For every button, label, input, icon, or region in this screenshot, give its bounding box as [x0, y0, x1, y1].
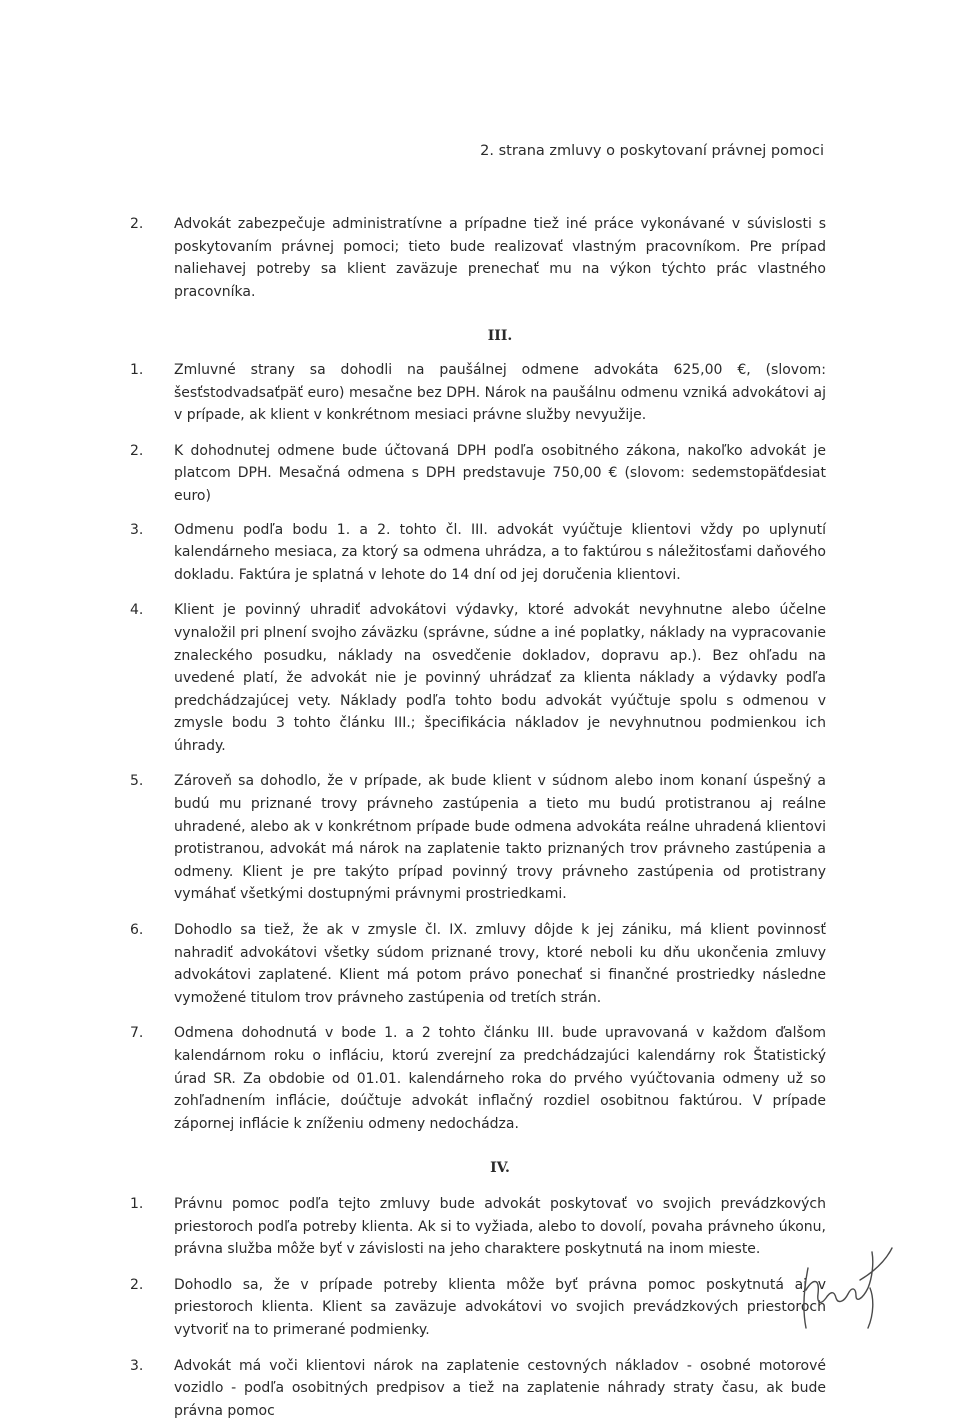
item-text: Právnu pomoc podľa tejto zmluvy bude advokát poskytovať vo svojich prevádzkových priestoroch podľa potreby klienta. Ak si to vyžiada, alebo to dovolí, povaha právneho úkonu, právna služba môže byť v závislosti na jeho charaktere poskytnutá na inom mieste. [174, 1195, 826, 1258]
item-number: 5. [130, 773, 144, 790]
section-4-item-1 [130, 1193, 826, 1261]
section-3-item-1 [130, 359, 826, 427]
section-2-item-2 [130, 213, 826, 303]
section-heading-III: III. [487, 328, 513, 345]
section-4-item-3 [130, 1355, 826, 1422]
page-header: 2. strana zmluvy o poskytovaní právnej pomoci [480, 143, 824, 159]
section-3-item-4 [130, 599, 826, 757]
section-3-item-2 [130, 440, 826, 508]
item-number: 1. [130, 1195, 144, 1212]
section-3-item-6 [130, 919, 826, 1009]
section-3-item-7 [130, 1022, 826, 1135]
item-number: 2. [130, 216, 144, 232]
item-text: Dohodlo sa, že v prípade potreby klienta môže byť právna pomoc poskytnutá aj v priestoroch klienta. Klient sa zaväzuje advokátovi vo svojich prevádzkových priestoroch vytvoriť na to primerané podmienky. [174, 1276, 826, 1338]
signature-handwritten [790, 1228, 900, 1338]
item-text: Odmenu podľa bodu 1. a 2. tohto čl. III. advokát vyúčtuje klientovi vždy po uplynutí kalendárneho mesiaca, za ktorý sa odmena uhrádza, a to faktúrou s náležitosťami daňového dokladu. Faktúra je splatná v lehote do 14 dní od jej doručenia klientovi. [174, 521, 826, 583]
item-number: 7. [130, 1025, 144, 1042]
item-number: 1. [130, 361, 144, 378]
item-text: K dohodnutej odmene bude účtovaná DPH podľa osobitného zákona, nakoľko advokát je platcom DPH. Mesačná odmena s DPH predstavuje 750,00 € (slovom: sedemstopäťdesiat euro) [174, 442, 826, 504]
section-3-item-3 [130, 519, 826, 587]
item-text: Zároveň sa dohodlo, že v prípade, ak bude klient v súdnom alebo inom konaní úspešný a budú mu priznané trovy právneho zastúpenia a tieto mu budú protistranou aj reálne uhradené, alebo ak v konkrétnom prípade bude odmena advokáta reálne uhradená klientovi protistranou, advokát má nárok na zaplatenie takto priznaných trov právneho zastúpenia a odmeny. Klient je pre takýto prípad povinný trovy právneho zastúpenia od protistrany vymáhať všetkými dostupnými právnymi prostriedkami. [174, 773, 826, 903]
item-number: 3. [130, 521, 144, 538]
item-number: 4. [130, 602, 144, 619]
item-text: Advokát má voči klientovi nárok na zaplatenie cestovných nákladov - osobné motorové vozidlo - podľa osobitných predpisov a tiež na zaplatenie náhrady straty času, ak bude právna pomoc [174, 1357, 826, 1419]
item-number: 2. [130, 1276, 144, 1293]
item-number: 3. [130, 1357, 144, 1374]
item-text: Dohodlo sa tiež, že ak v zmysle čl. IX. zmluvy dôjde k jej zániku, má klient povinnosť nahradiť advokátovi všetky súdom priznané trovy, ktoré neboli ku dňu ukončenia zmluvy advokátovi zaplatené. Klient má potom právo ponechať si finančné prostriedky následne vymožené titulom trov právneho zastúpenia od tretích strán. [174, 922, 826, 1006]
item-number: 6. [130, 922, 144, 939]
item-text: Advokát zabezpečuje administratívne a prípadne tiež iné práce vykonávané v súvislosti s poskytovaním právnej pomoci; tieto bude realizovať vlastným pracovníkom. Pre prípad naliehavej potreby sa klient zaväzuje prenechať mu na výkon týchto prác vlastného pracovníka. [174, 216, 826, 300]
section-heading-IV: IV. [490, 1160, 510, 1177]
section-3-item-5 [130, 770, 826, 906]
item-text: Zmluvné strany sa dohodli na paušálnej odmene advokáta 625,00 €, (slovom: šesťstodvadsaťpäť euro) mesačne bez DPH. Nárok na paušálnu odmenu vzniká advokátovi aj v prípade, ak klient v konkrétnom mesiaci právne služby nevyužije. [174, 361, 826, 424]
section-4-item-2 [130, 1274, 826, 1342]
item-text: Odmena dohodnutá v bode 1. a 2 tohto článku III. bude upravovaná v každom ďalšom kalendárnom roku o infláciu, ktorú zverejní za predchádzajúci kalendárny rok Štatistický úrad SR. Za obdobie od 01.01. kalendárneho roka do prvého vyúčtovania odmeny už so zohľadnením inflácie, doúčtuje advokát inflačný rozdiel osobitnou faktúrou. V prípade zápornej inflácie k zníženiu odmeny nedochádza. [174, 1025, 826, 1132]
document-body [130, 213, 826, 1422]
item-text: Klient je povinný uhradiť advokátovi výdavky, ktoré advokát nevyhnutne alebo účelne vynaložil pri plnení svojho záväzku (správne, súdne a iné poplatky, náklady na vypracovanie znaleckého posudku, náklady na osvedčenie dokladov, dopravu ap.). Bez ohľadu na uvedené platí, že advokát nie je povinný uhrádzať za klienta náklady a výdavky podľa predchádzajúcej vety. Náklady podľa tohto bodu advokát vyúčtuje spolu s odmenou v zmysle bodu 3 tohto článku III.; špecifikácia nákladov je nevyhnutnou podmienkou ich úhrady. [174, 602, 826, 754]
item-number: 2. [130, 442, 144, 459]
